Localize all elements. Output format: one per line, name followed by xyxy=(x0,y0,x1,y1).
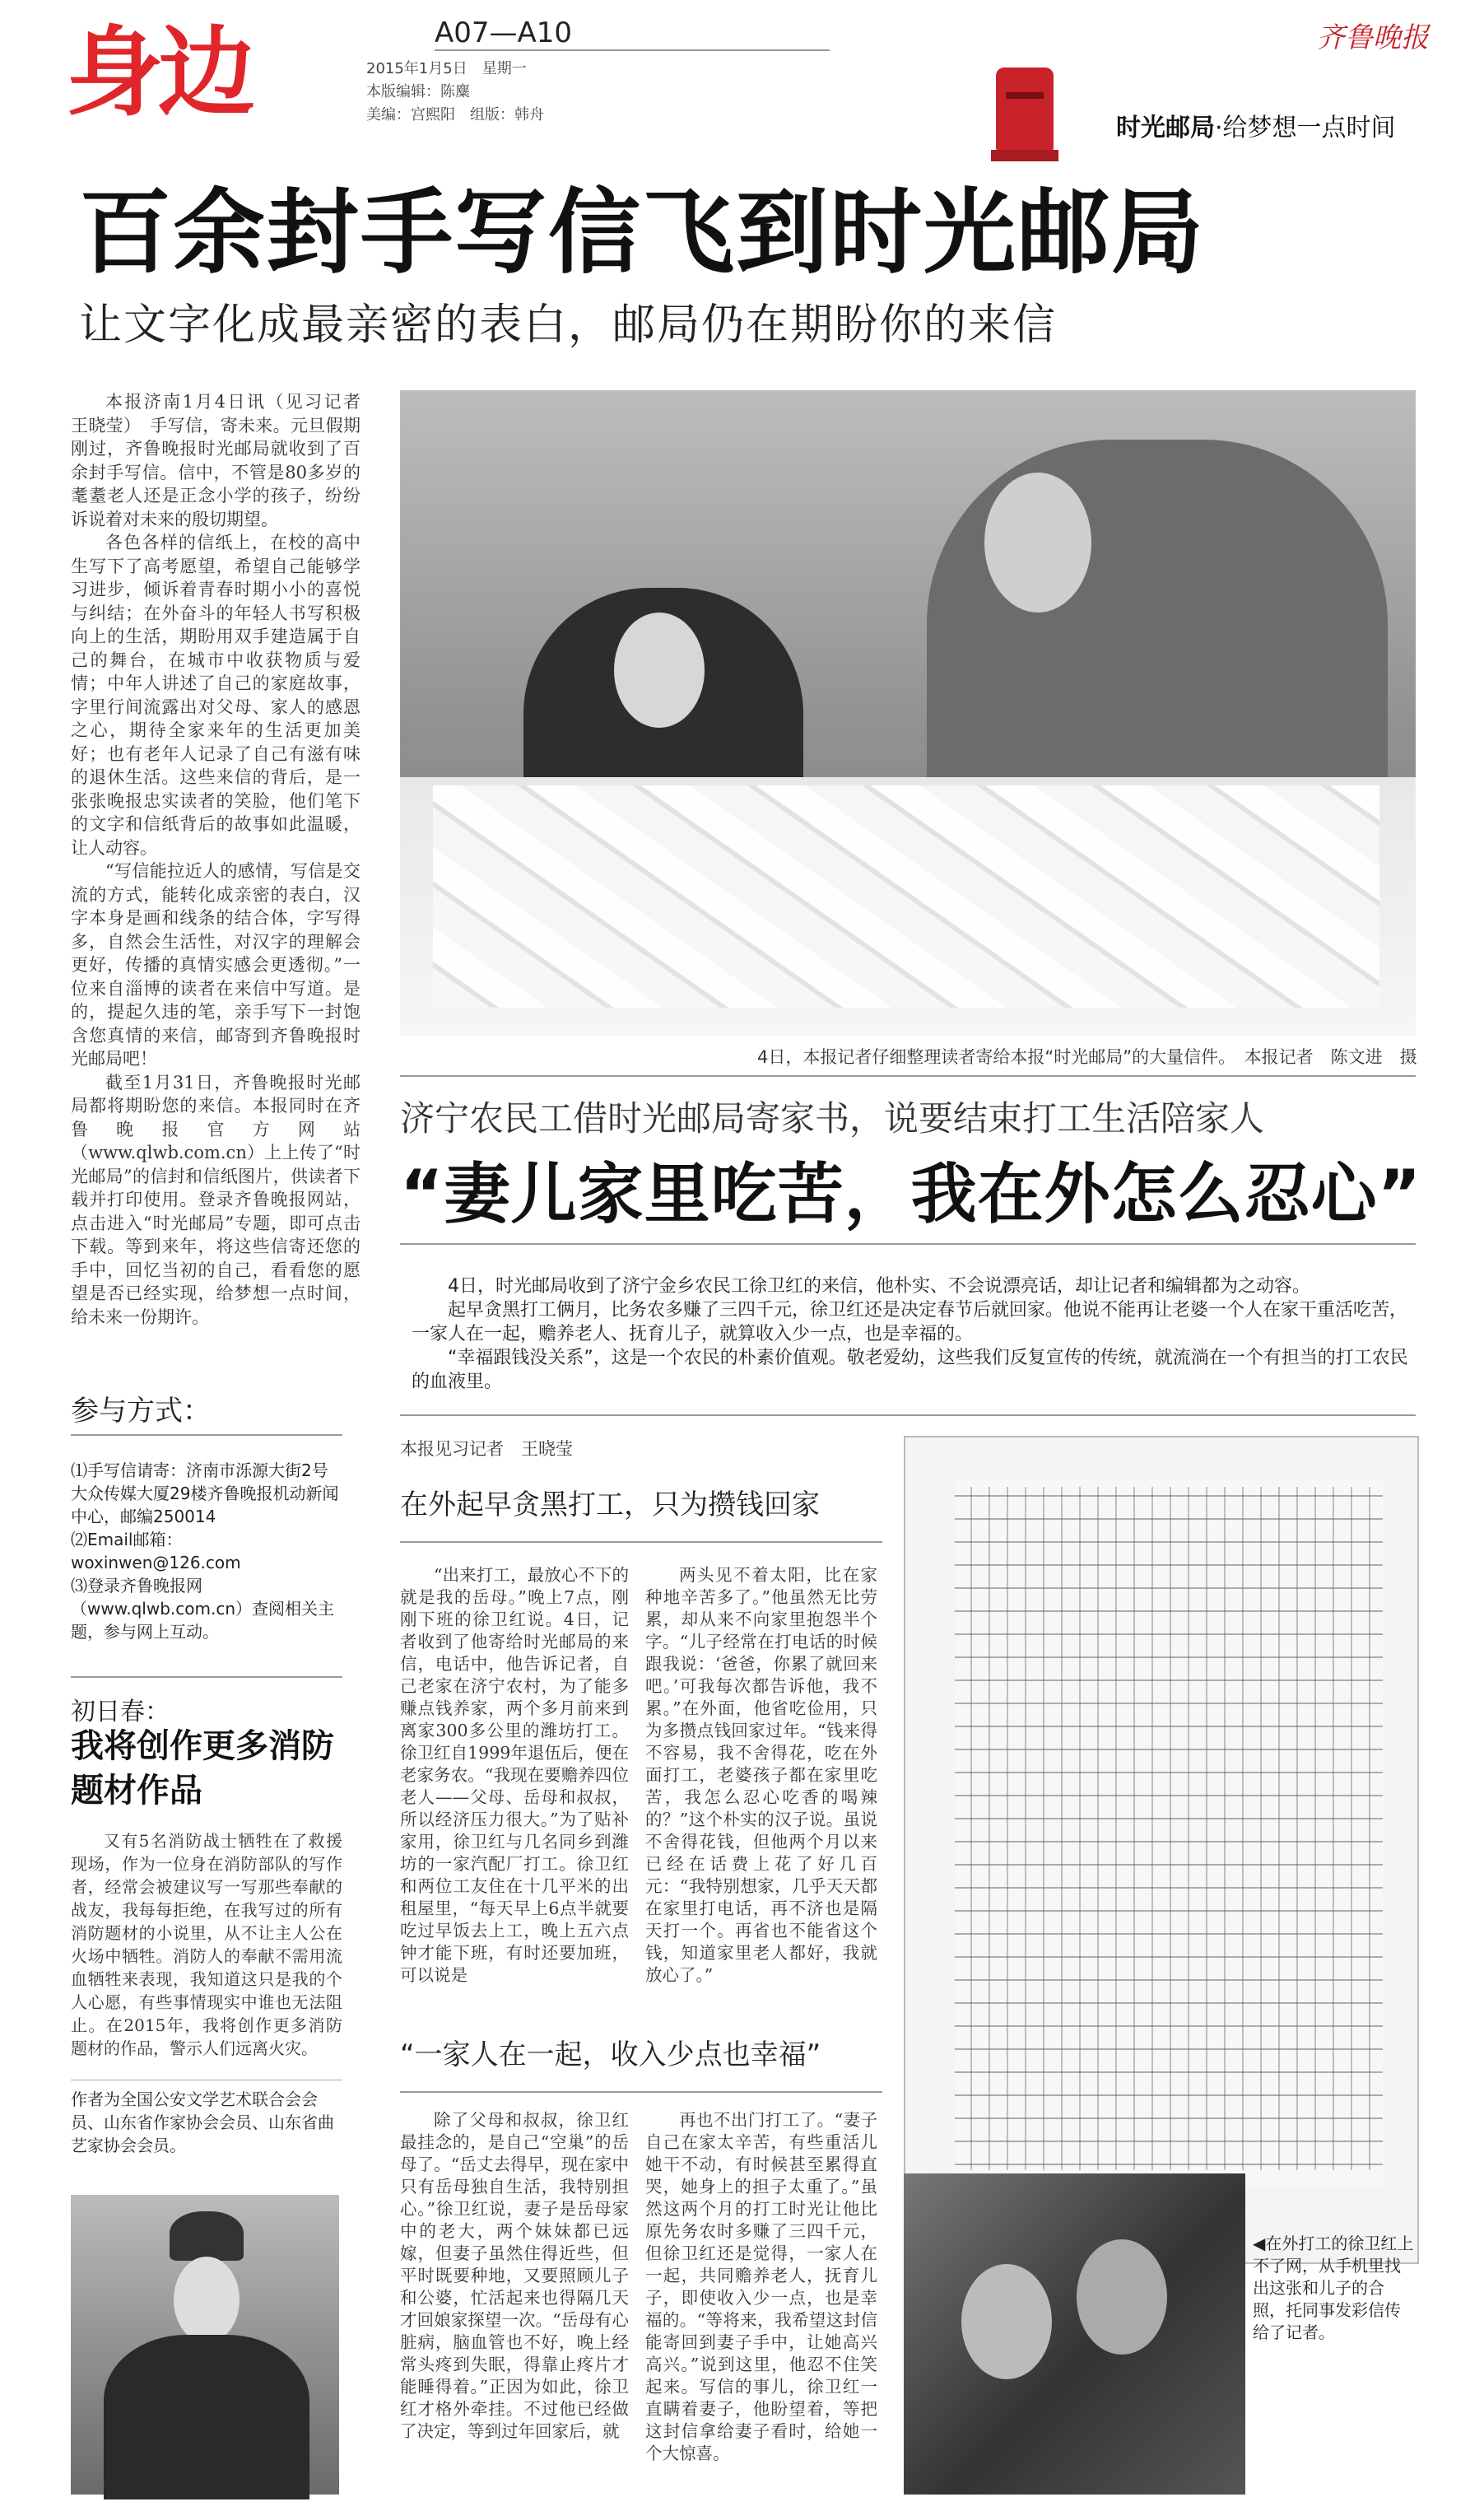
handwritten-letter-image xyxy=(904,1436,1419,2264)
participation-list xyxy=(71,1459,342,1643)
edition-meta xyxy=(366,58,544,127)
intro-paragraph: 4日，时光邮局收到了济宁金乡农民工徐卫红的来信，他朴实、不会说漂亮话，却让记者和编辑都为之动容。 xyxy=(448,1276,1311,1297)
family-photo xyxy=(904,2173,1245,2495)
author-bio: 作者为全国公安文学艺术联合会会员、山东省作家协会会员、山东省曲艺家协会会员。 xyxy=(71,2089,334,2155)
letter-handwriting xyxy=(963,1487,1375,2170)
edition-date: 2015年1月5日 星期一 xyxy=(366,60,527,77)
participation-item: ⑴手写信请寄：济南市泺源大街2号大众传媒大厦29楼齐鲁晚报机动新闻中心，邮编250014 xyxy=(71,1460,339,1526)
photo-face xyxy=(984,473,1091,613)
sidebar-divider xyxy=(71,1676,342,1678)
story2-intro xyxy=(412,1274,1419,1394)
section1-column-1 xyxy=(400,1564,629,1987)
page-range: A07—A10 xyxy=(435,16,573,49)
lead-photo xyxy=(400,390,1416,1036)
author-text xyxy=(71,1829,342,2060)
family-photo-caption: ◀在外打工的徐卫红上不了网，从手机里找出这张和儿子的合照，托同事发彩信传给了记者。 xyxy=(1253,2234,1414,2342)
author-headline: 我将创作更多消防题材作品 xyxy=(71,1727,334,1810)
lead-subhead: 让文字化成最亲密的表白，邮局仍在期盼你的来信 xyxy=(79,300,1058,350)
section2-text: 除了父母和叔叔，徐卫红最挂念的，是自己“空巢”的岳母了。“岳丈去得早，现在家中只有岳母独自生活，我特别担心。”徐卫红说，妻子是岳母家中的老大，两个妹妹都已远嫁，但妻子虽然住得近些，但平时既要种地，又要照顾儿子和公婆，忙活起来也得隔几天才回娘家探望一次。“岳母有心脏病，脑血管也不好，晚上经常头疼到失眠，得靠止疼片才能睡得着。”正因为如此，徐卫红才格外牵挂。不过他已经做了决定，等到过年回家后，就 xyxy=(400,2110,629,2441)
lead-paragraph: “写信能拉近人的感情，写信是交流的方式，能转化成亲密的表白，汉字本身是画和线条的结合体，字写得多，自然会生活性，对汉字的理解会更好，传播的真情实感会更透彻。”一位来自淄博的读者在来信中写道。是的，提起久违的笔，亲手写下一封饱含您真情的来信，邮寄到齐鲁晚报时光邮局吧！ xyxy=(71,861,361,1069)
mailbox-icon xyxy=(996,68,1054,150)
edition-designer: 美编：宫熙阳 组版：韩舟 xyxy=(366,106,544,123)
participation-item: ⑶登录齐鲁晚报网（www.qlwb.com.cn）查阅相关主题，参与网上互动。 xyxy=(71,1576,334,1642)
column-name: 时光邮局 xyxy=(1116,114,1215,142)
section-divider xyxy=(400,2091,882,2093)
photo-face xyxy=(961,2264,1052,2379)
edition-editor: 本版编辑：陈麋 xyxy=(366,83,470,100)
column-tagline: ·给梦想一点时间 xyxy=(1215,114,1396,142)
sidebar-divider xyxy=(71,1434,342,1436)
lead-headline: 百余封手写信飞到时光邮局 xyxy=(79,179,1205,287)
portrait-face xyxy=(174,2257,240,2343)
lead-paragraph: 各色各样的信纸上，在校的高中生写下了高考愿望，希望自己能够学习进步，倾诉着青春时期小小的喜悦与纠结；在外奋斗的年轻人书写积极向上的生活，期盼用双手建造属于自己的舞台，在城市中收获物质与爱情；中年人讲述了自己的家庭故事，字里行间流露出对父母、家人的感恩之心，期待全家来年的生活更加美好；也有老年人记录了自己有滋有味的退休生活。这些来信的背后，是一张张晚报忠实读者的笑脸，他们笔下的文字和信纸背后的故事如此温暖，让人动容。 xyxy=(71,533,361,858)
newspaper-logo: 齐鲁晚报 xyxy=(1317,21,1429,54)
story-divider xyxy=(400,1414,1416,1416)
section2-text: 再也不出门打工了。“妻子自己在家太辛苦，有些重活儿她干不动，有时候甚至累得直哭，她身上的担子太重了。”虽然这两个月的打工时光让他比原先务农时多赚了三四千元，但徐卫红还是觉得，一家人在一起，共同赡养老人，抚育儿子，即使收入少一点，也是幸福的。“等将来，我希望这封信能寄回到妻子手中，让她高兴高兴。”说到这里，他忍不住笑起来。写信的事儿，徐卫红一直瞒着妻子，他盼望着，等把这封信拿给妻子看时，给她一个大惊喜。 xyxy=(645,2110,877,2463)
portrait-cap xyxy=(170,2211,244,2261)
lead-body xyxy=(71,390,378,1329)
author-paragraph: 又有5名消防战士牺牲在了救援现场，作为一位身在消防部队的写作者，经常会被建议写一写那些奉献的战友，我每每拒绝，在我写过的所有消防题材的小说里，从不让主人公在火场中牺牲。消防人的奉献不需用流血牺牲来表现，我知道这只是我的个人心愿，有些事情现实中谁也无法阻止。在2015年，我将创作更多消防题材的作品，警示人们远离火灾。 xyxy=(71,1831,342,2058)
section1-title: 在外起早贪黑打工，只为攒钱回家 xyxy=(400,1488,820,1521)
photo-face xyxy=(614,613,705,728)
column-title xyxy=(1116,107,1396,143)
story2-subtitle: 济宁农民工借时光邮局寄家书，说要结束打工生活陪家人 xyxy=(400,1098,1265,1139)
portrait-uniform xyxy=(104,2335,309,2499)
mailbox-base xyxy=(991,150,1058,161)
photo-face xyxy=(1077,2239,1167,2355)
participation-title: 参与方式： xyxy=(71,1395,211,1428)
section1-column-2 xyxy=(645,1564,877,1987)
story-divider xyxy=(400,1243,1416,1245)
story2-byline: 本报见习记者 王晓莹 xyxy=(400,1439,573,1459)
section2-column-1 xyxy=(400,2109,629,2443)
section1-text: 两头见不着太阳，比在家种地辛苦多了。”他虽然无比劳累，却从来不向家里抱怨半个字。“儿子经常在打电话的时候跟我说：‘爸爸，你累了就回来吧。’可我每次都告诉他，我不累。”在外面，他省吃俭用，只为多攒点钱回家过年。“钱来得不容易，我不舍得花，吃在外面打工，老婆孩子都在家里吃苦，我怎么忍心吃香的喝辣的？”这个朴实的汉子说。虽说不舍得花钱，但他两个月以来已经在话费上花了好几百元：“我特别想家，几乎天天都在家里打电话，再不济也是隔天打一个。再省也不能省这个钱，知道家里老人都好，我就放心了。” xyxy=(645,1565,877,1985)
participation-item: ⑵Email邮箱：woxinwen@126.com xyxy=(71,1530,241,1572)
lead-photo-caption: 4日，本报记者仔细整理读者寄给本报“时光邮局”的大量信件。 本报记者 陈文进 摄 xyxy=(757,1047,1417,1067)
author-portrait xyxy=(71,2195,339,2495)
section1-text: “出来打工，最放心不下的就是我的岳母。”晚上7点，刚刚下班的徐卫红说。4日，记者收到了他寄给时光邮局的来信，电话中，他告诉记者，自己老家在济宁农村，为了能多赚点钱养家，两个多月前来到离家300多公里的潍坊打工。徐卫红自1999年退伍后，便在老家务农。“我现在要赡养四位老人——父母、岳母和叔叔，所以经济压力很大。”为了贴补家用，徐卫红与几名同乡到潍坊的一家汽配厂打工。徐卫红和两位工友住在十几平米的出租屋里，“每天早上6点半就要吃过早饭去上工，晚上五六点钟才能下班，有时还要加班，可以说是 xyxy=(400,1565,629,1985)
story2-headline: “妻儿家里吃苦，我在外怎么忍心” xyxy=(400,1156,1422,1232)
intro-paragraph: “幸福跟钱没关系”，这是一个农民的朴素价值观。敬老爱幼，这些我们反复宣传的传统，就流淌在一个有担当的打工农民的血液里。 xyxy=(412,1348,1408,1392)
header-divider xyxy=(435,49,830,51)
intro-paragraph: 起早贪黑打工俩月，比务农多赚了三四千元，徐卫红还是决定春节后就回家。他说不能再让老婆一个人在家干重活吃苦，一家人在一起，赡养老人、抚育儿子，就算收入少一点，也是幸福的。 xyxy=(412,1300,1408,1344)
photo-letters xyxy=(433,785,1379,1008)
lead-paragraph: 本报济南1月4日讯（见习记者 王晓莹） 手写信，寄未来。元旦假期刚过，齐鲁晚报时光邮局就收到了百余封手写信。信中，不管是80多岁的耄耋老人还是正念小学的孩子，纷纷诉说着对未来的殷切期望。 xyxy=(71,392,378,529)
section2-column-2 xyxy=(645,2109,877,2465)
author-label: 初日春： xyxy=(71,1698,170,1726)
section2-title: “一家人在一起，收入少点也幸福” xyxy=(400,2038,821,2071)
section-masthead: 身边 xyxy=(66,16,251,129)
lead-paragraph: 截至1月31日，齐鲁晚报时光邮局都将期盼您的来信。本报同时在齐鲁晚报官方网站（www.qlwb.com.cn）上上传了“时光邮局”的信封和信纸图片，供读者下载并打印使用。登录齐鲁晚报网站，点击进入“时光邮局”专题，即可点击下载。等到来年，将这些信寄还您的手中，回忆当初的自己，看看您的愿望是否已经实现，给梦想一点时间，给未来一份期许。 xyxy=(71,1072,361,1327)
section-divider xyxy=(400,1541,882,1543)
story-divider xyxy=(400,1075,1416,1077)
